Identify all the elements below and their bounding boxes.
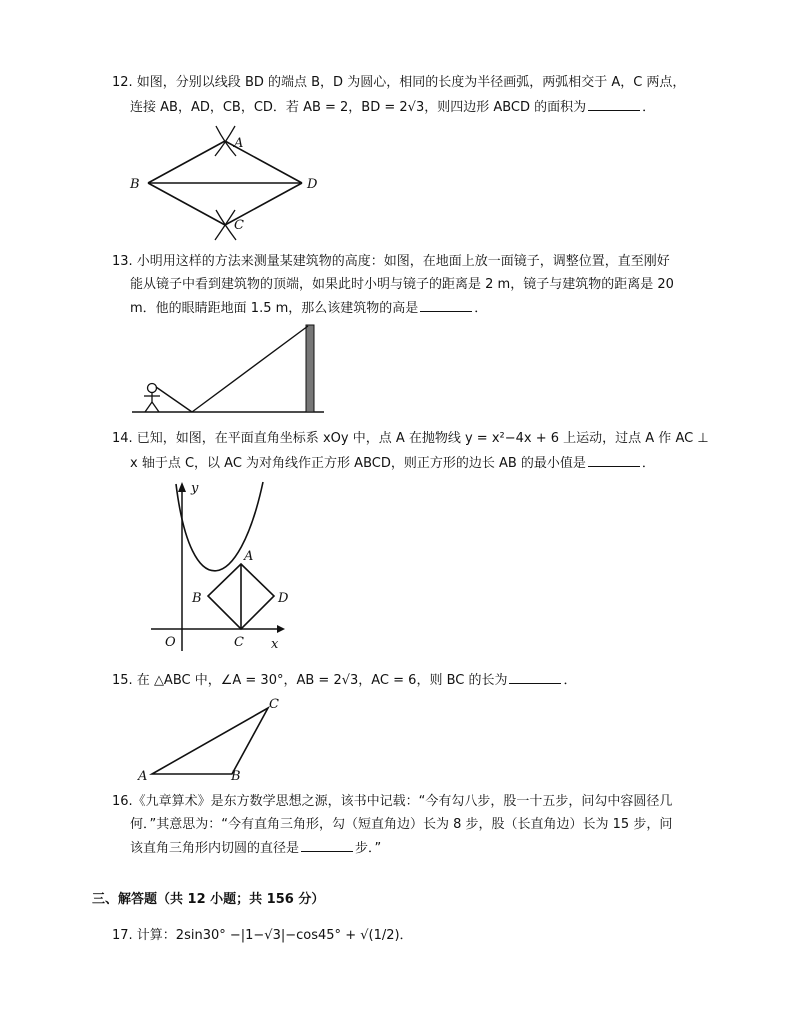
section-heading: 三、解答题（共 12 小题；共 156 分） — [92, 892, 325, 907]
q12-text-line1: 12. 如图，分别以线段 BD 的端点 B，D 为圆心，相同的长度为半径画弧，两弧相交于 A，C 两点， — [112, 75, 686, 90]
label-b: B — [130, 177, 140, 192]
q16-text-line3-body: 该直角三角形内切圆的直径是 — [130, 841, 300, 856]
q15-text-line1 — [112, 671, 577, 690]
q12-figure-rhombus — [120, 120, 340, 242]
q13-text-line3-body: m．他的眼睛距地面 1.5 m，那么该建筑物的高是 — [130, 301, 419, 316]
triangle-abc — [152, 708, 268, 774]
q13-text-line2: 能从镜子中看到建筑物的顶端，如果此时小明与镜子的距离是 2 m，镜子与建筑物的距离是 20 — [130, 277, 674, 292]
q12-answer-blank[interactable] — [588, 98, 640, 111]
q16-text-line3 — [130, 839, 381, 858]
q13-text-line1: 13. 小明用这样的方法来测量某建筑物的高度：如图，在地面上放一面镜子，调整位置，直至刚好 — [112, 254, 670, 269]
q14-end: ． — [641, 456, 655, 471]
q16-line3-end: 步．” — [355, 841, 382, 856]
segment-cb — [148, 183, 225, 225]
label-c: C — [234, 218, 244, 233]
q16-text-line1: 16.《九章算术》是东方数学思想之源，该书中记载：“今有勾八步，股一十五步，问勾中容圆径几 — [112, 794, 673, 809]
q14-answer-blank[interactable] — [588, 454, 640, 467]
q15-figure-triangle — [130, 692, 290, 788]
label-o: O — [165, 635, 176, 650]
person-leg-right — [152, 402, 159, 412]
sight-line-to-top — [192, 326, 308, 412]
label-x: x — [271, 637, 279, 652]
q13-text-line3 — [130, 299, 487, 318]
label-a: A — [138, 769, 148, 784]
label-b: B — [231, 769, 241, 784]
q13-answer-blank[interactable] — [420, 299, 472, 312]
segment-ab — [148, 141, 225, 183]
label-d: D — [278, 591, 289, 606]
person-leg-left — [145, 402, 152, 412]
q13-figure-mirror — [128, 320, 328, 416]
q14-text-line2 — [130, 454, 655, 473]
building — [306, 325, 314, 412]
q16-text-line2: 何．”其意思为：“今有直角三角形，勾（短直角边）长为 8 步，股（长直角边）长为 15 步，问 — [130, 817, 673, 832]
q14-figure-parabola — [145, 476, 295, 654]
label-b: B — [192, 591, 202, 606]
q12-end: ． — [642, 100, 656, 115]
q13-end: ． — [474, 301, 488, 316]
q12-text-line2 — [130, 98, 655, 117]
label-a: A — [234, 136, 244, 151]
q15-text-line1-body: 15. 在 △ABC 中，∠A = 30°，AB = 2√3，AC = 6，则 BC 的长为 — [112, 673, 508, 688]
person-head — [148, 384, 157, 393]
label-c: C — [234, 635, 244, 650]
q15-answer-blank[interactable] — [509, 671, 561, 684]
q15-end: ． — [563, 673, 577, 688]
label-c: C — [269, 697, 279, 712]
label-y: y — [191, 481, 199, 496]
q14-text-line1: 14. 已知，如图，在平面直角坐标系 xOy 中，点 A 在抛物线 y = x²−4x + 6 上运动，过点 A 作 AC ⊥ — [112, 431, 709, 446]
arc-c-1 — [216, 210, 236, 240]
q16-answer-blank[interactable] — [301, 839, 353, 852]
label-a: A — [244, 549, 254, 564]
q17-text-line1: 17. 计算：2sin30° −|1−√3|−cos45° + √(1/2)． — [112, 928, 413, 943]
y-axis-arrow — [178, 482, 186, 492]
q12-text-line2-body: 连接 AB，AD，CB，CD．若 AB = 2，BD = 2√3，则四边形 ABCD 的面积为 — [130, 100, 587, 115]
sight-line-to-mirror — [156, 387, 192, 412]
label-d: D — [307, 177, 318, 192]
q14-text-line2-body: x 轴于点 C，以 AC 为对角线作正方形 ABCD，则正方形的边长 AB 的最小值是 — [130, 456, 586, 471]
x-axis-arrow — [277, 625, 285, 633]
